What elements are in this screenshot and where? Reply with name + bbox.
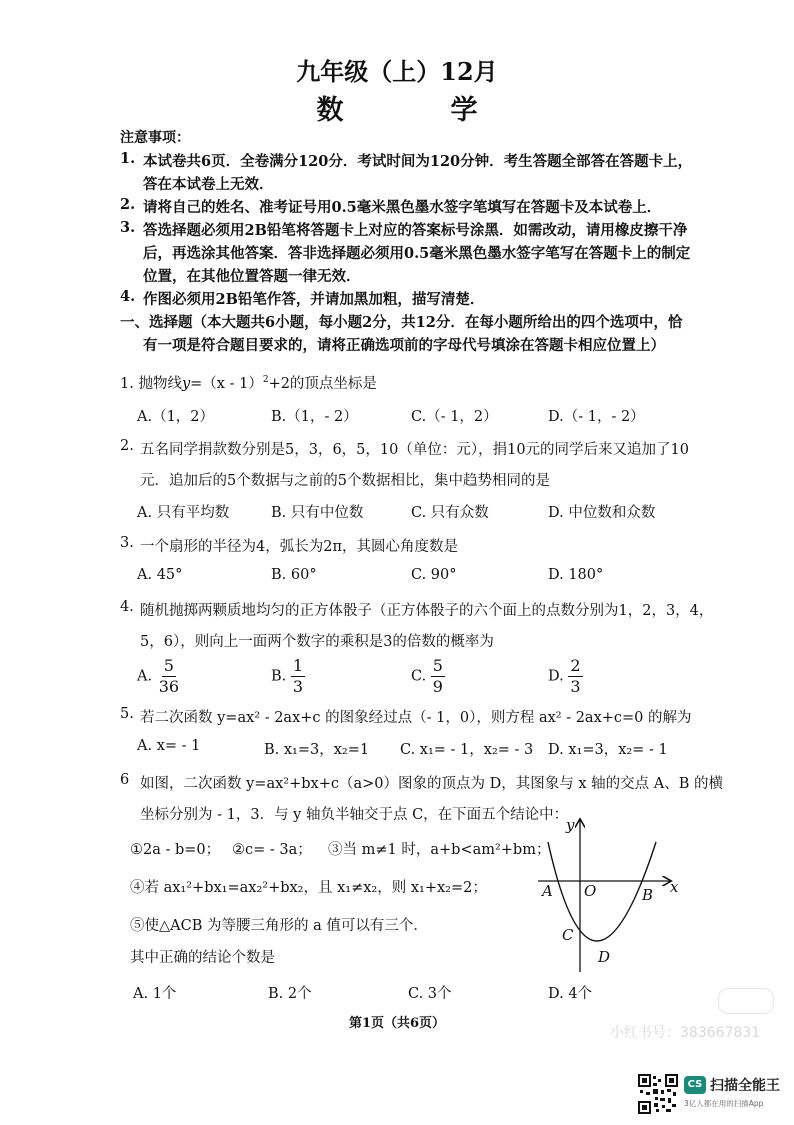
q5-option-d[interactable]: D. x₁=3，x₂= - 1 <box>548 742 668 758</box>
notice-4-num: 4. <box>120 288 136 305</box>
q6-conclusion-4: ④若 ax₁²+bx₁=ax₂²+bx₂，且 x₁≠x₂，则 x₁+x₂=2； <box>130 880 487 896</box>
fraction <box>568 658 582 695</box>
q2-line-1: 五名同学捐款数分别是5，3，6，5，10（单位：元），捐10元的同学后来又追加了10 <box>140 442 690 458</box>
q6-option-d[interactable]: D. 4个 <box>548 986 593 1002</box>
q5-option-b[interactable]: B. x₁=3，x₂=1 <box>264 742 370 758</box>
q3-text: 一个扇形的半径为4，弧长为2π，其圆心角度数是 <box>140 539 458 555</box>
q3-option-d[interactable]: D. 180° <box>548 567 604 583</box>
q6-option-a[interactable]: A. 1个 <box>133 986 177 1002</box>
graph-label-d: D <box>598 948 611 966</box>
watermark-badge <box>718 988 774 1014</box>
q4-option-d[interactable] <box>548 658 583 695</box>
q4-b-num: 1 <box>292 656 304 675</box>
graph-label-c: C <box>562 926 574 944</box>
scanner-tagline: 3亿人都在用的扫描App <box>684 1099 764 1108</box>
q5-option-a[interactable]: A. x= - 1 <box>137 738 201 754</box>
q1-option-a[interactable]: A.（1，2） <box>137 409 215 425</box>
q6-option-c[interactable]: C. 3个 <box>408 986 452 1002</box>
q1-pre: 抛物线 <box>138 376 182 392</box>
q3-option-c[interactable]: C. 90° <box>411 567 457 583</box>
fraction <box>291 658 305 695</box>
q1-option-b[interactable]: B.（1，- 2） <box>271 409 358 425</box>
q6-line-2: 坐标分别为 - 1，3．与 y 轴负半轴交于点 C，在下面五个结论中： <box>140 807 569 823</box>
q4-c-den: 9 <box>432 677 443 696</box>
q4-option-a[interactable] <box>137 658 181 695</box>
q4-option-b[interactable] <box>271 658 305 695</box>
section-title: 一、选择题（本大题共6小题，每小题2分，共12分．在每小题所给出的四个选项中，恰 <box>120 314 683 331</box>
notice-3-line-2: 后，再选涂其他答案．答非选择题必须用0.5毫米黑色墨水签字笔写在答题卡上的制定 <box>143 245 691 262</box>
scanner-app-name: 扫描全能王 <box>710 1078 780 1094</box>
q1-var: y <box>181 376 191 392</box>
notice-4-line-1: 作图必须用2B铅笔作答，并请加黑加粗，描写清楚． <box>143 291 485 308</box>
q4-option-c[interactable] <box>411 658 445 695</box>
q4-d-num: 2 <box>570 656 581 675</box>
q2-option-a[interactable]: A. 只有平均数 <box>137 505 230 521</box>
q4-option-d-label: D. <box>548 668 564 685</box>
parabola-figure <box>536 812 686 978</box>
q5-option-c[interactable]: C. x₁= - 1，x₂= - 3 <box>400 742 534 758</box>
notice-3-num: 3. <box>120 219 136 236</box>
q2-option-c[interactable]: C. 只有众数 <box>411 505 489 521</box>
q1-option-d[interactable]: D.（- 1，- 2） <box>548 409 645 425</box>
q2-line-2: 元．追加后的5个数据与之前的5个数据相比，集中趋势相同的是 <box>140 473 550 489</box>
notice-heading: 注意事项： <box>120 130 190 146</box>
q4-option-b-label: B. <box>271 668 287 685</box>
q3-num: 3. <box>120 535 134 551</box>
q2-num: 2. <box>120 438 134 454</box>
q1-exp: 2 <box>262 375 269 386</box>
q5-text: 若二次函数 y=ax² - 2ax+c 的图象经过点（- 1，0），则方程 ax² - 2ax+c=0 的解为 <box>140 710 692 726</box>
q6-option-b[interactable]: B. 2个 <box>268 986 312 1002</box>
q3-option-a[interactable]: A. 45° <box>137 567 183 583</box>
q4-b-den: 3 <box>292 677 304 696</box>
page-footer: 第1页（共6页） <box>348 1016 446 1031</box>
camscanner-logo-icon: CS <box>684 1076 706 1094</box>
q6-conclusion-5: ⑤使△ACB 为等腰三角形的 a 值可以有三个． <box>130 918 428 934</box>
notice-1-line-2: 答在本试卷上无效． <box>143 176 274 193</box>
q4-a-num: 5 <box>163 656 174 675</box>
q6-conclusion-3: ③当 m≠1 时，a+b<am²+bm； <box>328 842 551 858</box>
page-title: 九年级（上）12月 <box>296 57 498 86</box>
q4-c-num: 5 <box>432 656 443 675</box>
graph-label-a: A <box>542 882 553 900</box>
q1-option-c[interactable]: C.（- 1，2） <box>411 409 498 425</box>
q5-num: 5. <box>120 706 134 722</box>
q4-line-1: 随机抛掷两颗质地均匀的正方体骰子（正方体骰子的六个面上的点数分别为1，2，3，4， <box>140 603 714 619</box>
graph-label-b: B <box>642 886 654 904</box>
watermark-text: 小红书号：383667831 <box>610 1025 761 1041</box>
fraction <box>157 658 181 695</box>
q2-option-d[interactable]: D. 中位数和众数 <box>548 505 656 521</box>
q4-a-den: 36 <box>158 677 180 696</box>
q1-post: +2的顶点坐标是 <box>268 376 377 392</box>
q2-option-b[interactable]: B. 只有中位数 <box>271 505 364 521</box>
subject-title: 数 学 <box>316 95 518 126</box>
notice-2-line-1: 请将自己的姓名、准考证号用0.5毫米黑色墨水签字笔填写在答题卡及本试卷上． <box>143 199 662 216</box>
fraction <box>431 658 445 695</box>
q6-line-1: 如图，二次函数 y=ax²+bx+c（a>0）图象的顶点为 D，其图象与 x 轴的交点 A、B 的横 <box>140 776 723 792</box>
q4-d-den: 3 <box>570 677 581 696</box>
qr-code-icon <box>638 1074 678 1114</box>
q4-option-c-label: C. <box>411 668 427 685</box>
notice-1-line-1: 本试卷共6页．全卷满分120分．考试时间为120分钟．考生答题全部答在答题卡上， <box>143 153 693 170</box>
notice-3-line-1: 答选择题必须用2B铅笔将答题卡上对应的答案标号涂黑．如需改动，请用橡皮擦干净 <box>143 222 688 239</box>
q6-ask: 其中正确的结论个数是 <box>130 950 275 966</box>
q4-num: 4. <box>120 599 134 615</box>
q1-num: 1. <box>120 376 134 392</box>
notice-2-num: 2. <box>120 196 136 213</box>
q6-num: 6 <box>120 772 130 788</box>
q3-option-b[interactable]: B. 60° <box>271 567 317 583</box>
section-title-cont: 有一项是符合题目要求的，请将正确选项前的字母代号填涂在答题卡相应位置上） <box>143 337 665 354</box>
graph-label-o: O <box>584 882 597 900</box>
q4-option-a-label: A. <box>137 668 153 685</box>
q1-expr: =（x - 1） <box>190 376 263 392</box>
notice-3-line-3: 位置，在其他位置答题一律无效． <box>143 268 361 285</box>
graph-label-x: x <box>670 878 679 896</box>
q6-conclusion-1: ①2a - b=0； <box>130 842 221 858</box>
notice-1-num: 1. <box>120 150 136 167</box>
q6-conclusion-2: ②c= - 3a； <box>232 842 312 858</box>
q4-line-2: 5，6），则向上一面两个数字的乘积是3的倍数的概率为 <box>140 634 494 650</box>
question-1 <box>120 372 377 393</box>
graph-label-y: y <box>566 816 575 834</box>
